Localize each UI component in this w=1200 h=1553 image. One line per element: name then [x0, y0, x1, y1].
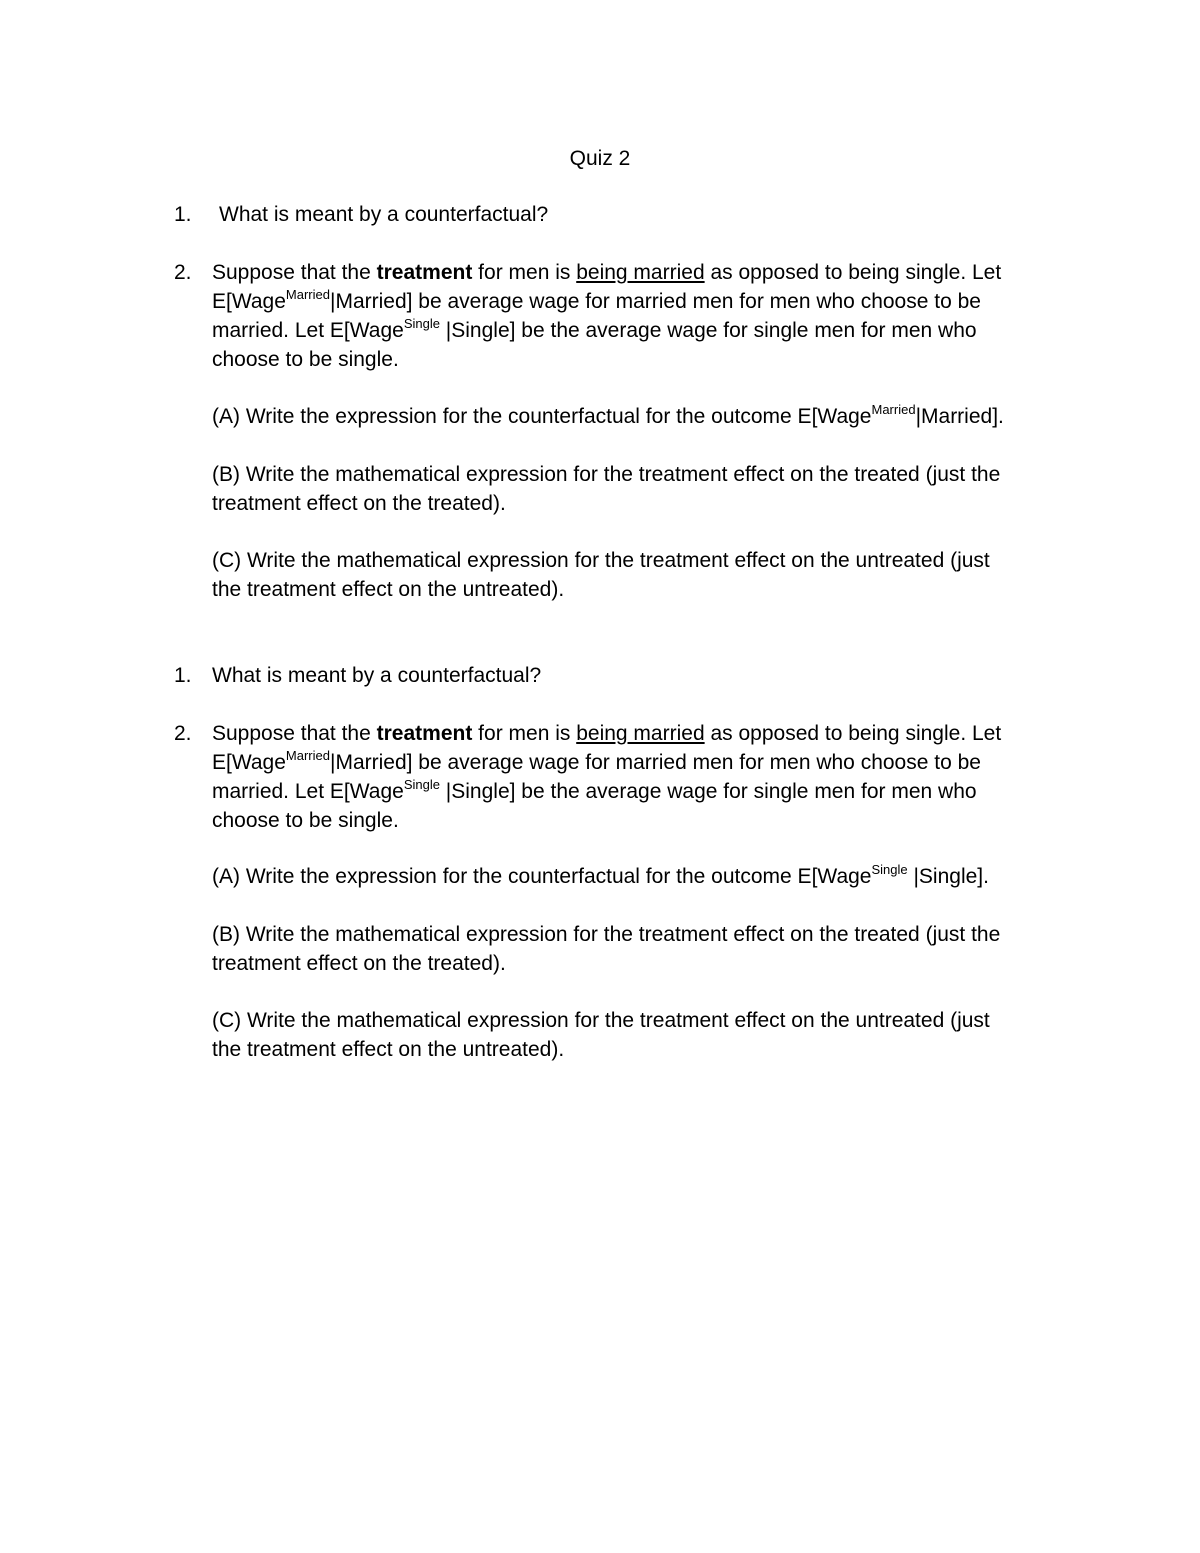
superscript: Married [285, 748, 330, 763]
underlined-term: being married [576, 722, 705, 745]
question-text: What is meant by a counterfactual? [212, 664, 542, 687]
part-b-cont: treatment effect on the treated). [212, 952, 506, 975]
superscript: Single [871, 862, 908, 877]
part-c-cont: the treatment effect on the untreated). [212, 578, 565, 601]
part-a: (A) Write the expression for the counterfactual for the outcome E[Wage$^{Married}$|Married]. [212, 402, 1004, 428]
question-line: choose to be single. [212, 348, 399, 371]
bold-term: treatment [376, 722, 473, 745]
superscript: Married [871, 402, 916, 417]
superscript: Single [403, 777, 440, 792]
question-line: married. Let E[Wage$^{Single}$ |Single] be the average wage for single men for men who [212, 777, 977, 803]
question-line: E[Wage$^{Married}$|Married] be average wage for married men for men who choose to be [212, 748, 981, 774]
question-number: 2. [174, 722, 192, 745]
part-c-cont: the treatment effect on the untreated). [212, 1038, 565, 1061]
question-line: Suppose that the treatment for men is being married as opposed to being single. Let [212, 722, 1002, 745]
question-number: 1. [174, 664, 192, 687]
question-number: 2. [174, 261, 192, 284]
part-b: (B) Write the mathematical expression for the treatment effect on the treated (just the [212, 463, 1001, 486]
superscript: Married [285, 287, 330, 302]
underlined-term: being married [576, 261, 705, 284]
question-line: married. Let E[Wage$^{Single}$ |Single] be the average wage for single men for men who [212, 316, 977, 342]
part-c: (C) Write the mathematical expression for the treatment effect on the untreated (just [212, 1009, 990, 1032]
part-a: (A) Write the expression for the counterfactual for the outcome E[Wage$^{Single}$ |Single]. [212, 862, 989, 888]
question-line: Suppose that the treatment for men is being married as opposed to being single. Let [212, 261, 1002, 284]
part-b-cont: treatment effect on the treated). [212, 492, 506, 515]
part-c: (C) Write the mathematical expression for the treatment effect on the untreated (just [212, 549, 990, 572]
question-line: E[Wage$^{Married}$|Married] be average wage for married men for men who choose to be [212, 287, 981, 313]
question-line: choose to be single. [212, 809, 399, 832]
question-text: What is meant by a counterfactual? [219, 203, 549, 226]
bold-term: treatment [376, 261, 473, 284]
part-b: (B) Write the mathematical expression for the treatment effect on the treated (just the [212, 923, 1001, 946]
page-title: Quiz 2 [569, 147, 631, 170]
question-number: 1. [174, 203, 192, 226]
superscript: Single [403, 316, 440, 331]
